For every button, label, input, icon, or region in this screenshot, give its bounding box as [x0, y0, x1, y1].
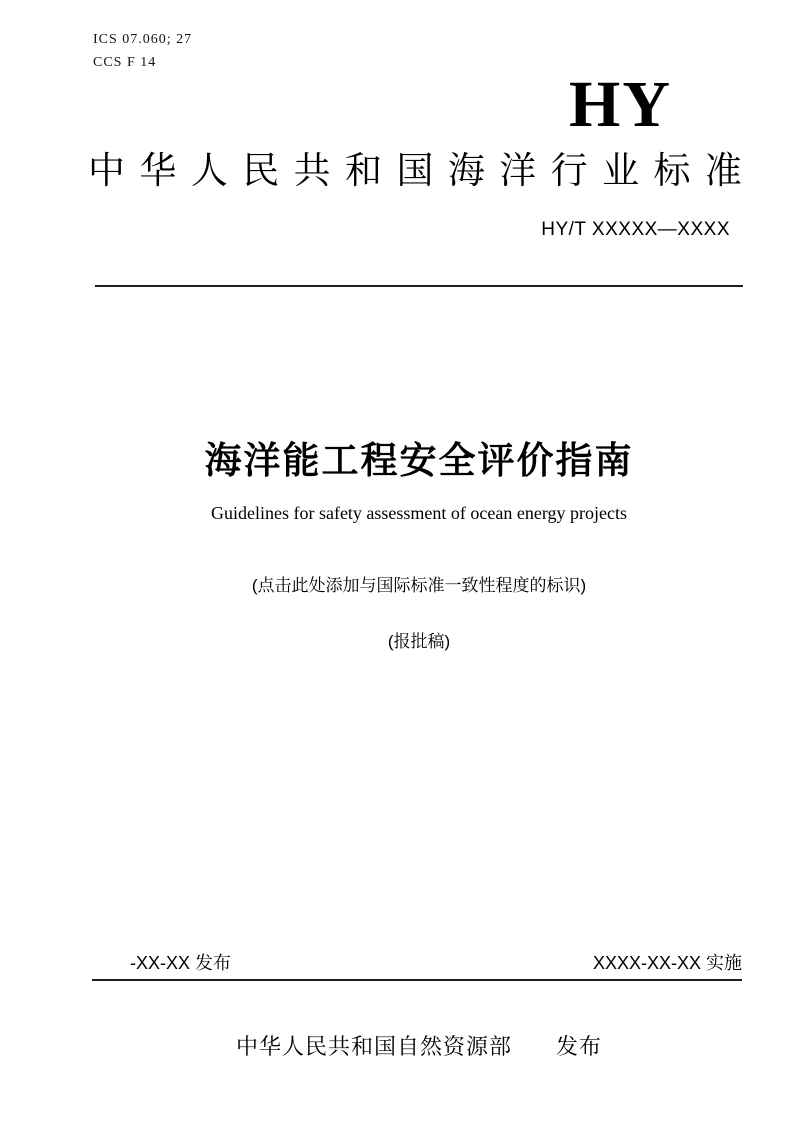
document-title-english: Guidelines for safety assessment of ocean energy projects: [210, 503, 628, 523]
implementation-date: XXXX-XX-XX 实施: [592, 953, 742, 973]
standard-name-heading: 中 华 人 民 共 和 国 海 洋 行 业 标 准: [88, 150, 742, 191]
header-divider-line: [95, 285, 743, 287]
standard-number: HY/T XXXXX—XXXX: [541, 219, 730, 240]
ics-code: ICS 07.060; 27: [93, 32, 193, 47]
hy-standard-logo: HY: [569, 68, 672, 141]
document-title-chinese: 海洋能工程安全评价指南: [204, 440, 634, 481]
draft-stage-note: (报批稿): [387, 632, 451, 651]
issue-date: -XX-XX 发布: [130, 953, 232, 973]
publisher-name: 中华人民共和国自然资源部: [235, 1034, 512, 1059]
consistency-degree-placeholder[interactable]: (点击此处添加与国际标准一致性程度的标识): [251, 576, 587, 595]
publisher-row: [95, 1030, 743, 1061]
footer-divider-line: [92, 979, 742, 981]
publish-label: 发布: [556, 1034, 603, 1059]
ccs-code: CCS F 14: [93, 55, 157, 70]
